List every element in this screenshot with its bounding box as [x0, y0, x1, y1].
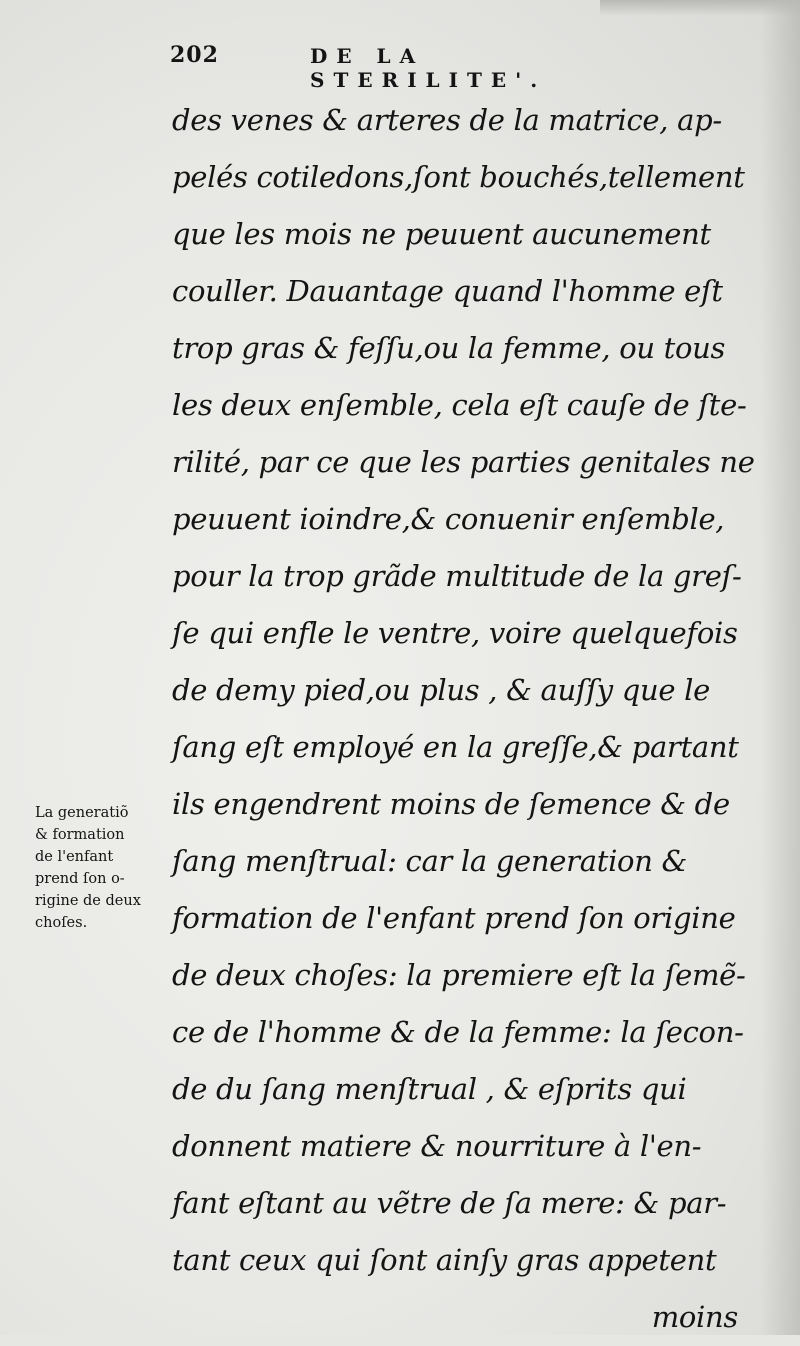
running-title: DE LA STERILITE'. [310, 44, 547, 92]
text-line: trop gras & feſſu,ou la femme, ou tous [172, 331, 726, 365]
text-line: fant eſtant au vẽtre de ſa mere: & par- [172, 1186, 727, 1220]
text-line: de deux choſes: la premiere eſt la ſemẽ- [172, 958, 746, 992]
margin-note [35, 802, 175, 934]
text-line: tant ceux qui ſont ainſy gras appetent [172, 1243, 717, 1277]
text-line: pelés cotiledons,ſont bouchés,tellement [172, 160, 745, 194]
margin-note-line: choſes. [35, 915, 88, 931]
text-line: formation de l'enfant prend ſon origine [172, 901, 736, 935]
text-line: que les mois ne peuuent aucunement [172, 217, 711, 251]
text-line: des venes & arteres de la matrice, ap- [172, 103, 722, 137]
body-text [172, 92, 772, 1346]
margin-note-line: de l'enfant [35, 849, 114, 865]
text-line: donnent matiere & nourriture à l'en- [172, 1129, 702, 1163]
text-line: ſe qui enfle le ventre, voire quelquefois [172, 616, 738, 650]
text-line: ils engendrent moins de ſemence & de [172, 787, 730, 821]
text-line: les deux enſemble, cela eſt cauſe de ſte- [172, 388, 747, 422]
text-line: ſang eſt employé en la greſſe,& partant [172, 730, 739, 764]
margin-note-line: & formation [35, 827, 125, 843]
text-line: couller. Dauantage quand l'homme eſt [172, 274, 723, 308]
text-line: pour la trop grãde multitude de la greſ- [172, 559, 742, 593]
running-head [170, 42, 650, 92]
text-line: rilité, par ce que les parties genitales ne [172, 445, 755, 479]
margin-note-line: rigine de deux [35, 893, 141, 909]
text-line: peuuent ioindre,& conuenir enſemble, [172, 502, 725, 536]
margin-note-line: La generatiõ [35, 805, 129, 821]
page-edge-shadow [600, 0, 800, 16]
catchword: moins [651, 1300, 738, 1334]
text-line: de du ſang menſtrual , & eſprits qui [172, 1072, 687, 1106]
text-line: ſang menſtrual: car la generation & [172, 844, 688, 878]
margin-note-line: prend ſon o- [35, 871, 125, 887]
text-line: ce de l'homme & de la femme: la ſecon- [172, 1015, 744, 1049]
text-line: de demy pied,ou plus , & auſſy que le [172, 673, 710, 707]
page-number: 202 [170, 42, 219, 68]
